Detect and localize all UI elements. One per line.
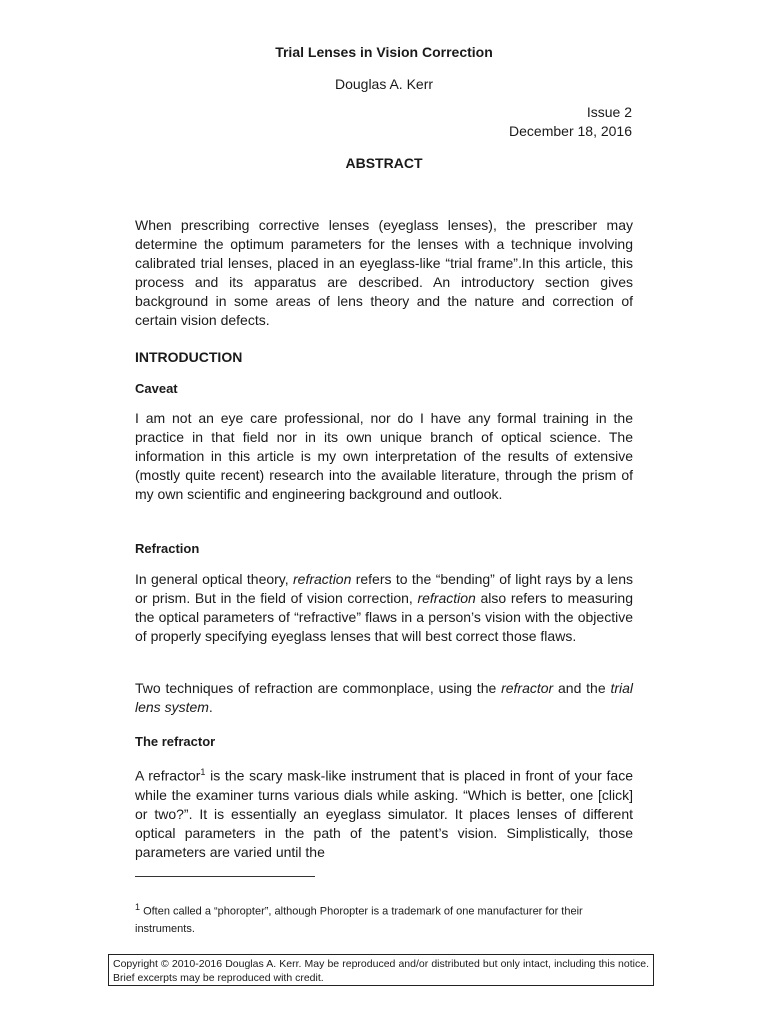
text-run: is the scary mask-like instrument that is placed in front of your face while the examiner turns various dials while asking. “Which is better, one [click] or two?”. It is essentially an eyeglass simulator. It places lenses of different optical parameters in the path of the patent’s vision. Simplistically, those parameters are varied until the xyxy=(135,767,633,860)
issue-date: December 18, 2016 xyxy=(509,123,632,139)
issue-number: Issue 2 xyxy=(586,104,632,120)
refractor-heading: The refractor xyxy=(135,734,216,749)
abstract-heading: ABSTRACT xyxy=(345,155,423,171)
abstract-text: When prescribing corrective lenses (eyeglass lenses), the prescriber may determine the optimum parameters for the lenses with a technique involving calibrated trial lenses, placed in an eyeglass-like “trial frame”.In this article, this process and its apparatus are described. An introductory section gives background in some areas of lens theory and the nature and correction of certain vision defects. xyxy=(135,217,633,328)
refraction-paragraph-1 xyxy=(135,570,633,646)
issue-info xyxy=(509,103,632,141)
text-run: and the xyxy=(553,680,611,696)
author-name: Douglas A. Kerr xyxy=(334,76,434,92)
footnote xyxy=(135,899,633,938)
footnote-text: Often called a “phoropter”, although Phoropter is a trademark of one manufacturer for their instruments. xyxy=(135,905,583,935)
emphasis-refraction: refraction xyxy=(293,571,352,587)
text-run: also refers to measuring the optical parameters of “refractive” flaws in a person’s vision with the objective of properly specifying eyeglass lenses that will best correct those flaws. xyxy=(135,590,633,644)
refractor-paragraph xyxy=(135,763,633,862)
document-title: Trial Lenses in Vision Correction xyxy=(275,44,493,60)
caveat-paragraph: I am not an eye care professional, nor do I have any formal training in the practice in that field nor in its own unique branch of optical science. The information in this article is my own interpretation of the results of extensive (mostly quite recent) research into the available literature, through the prism of my own scientific and engineering background and outlook. xyxy=(135,410,633,502)
introduction-heading: INTRODUCTION xyxy=(135,349,243,365)
emphasis-refractor: refractor xyxy=(501,680,554,696)
text-run: refers to the “bending” of light rays by a lens or prism. But in the field of vision correction, xyxy=(135,571,633,606)
text-run: . xyxy=(208,699,213,715)
copyright-notice: Copyright © 2010-2016 Douglas A. Kerr. May be reproduced and/or distributed but only intact, including this notice. Brief excerpts may be reproduced with credit. xyxy=(108,954,654,986)
text-run: A refractor xyxy=(135,767,201,784)
refraction-heading: Refraction xyxy=(135,541,200,556)
text-run: In general optical theory, xyxy=(135,571,294,587)
emphasis-trial-lens-system: trial lens system xyxy=(135,680,633,715)
footnote-reference[interactable]: 1 xyxy=(200,767,206,777)
text-run: Two techniques of refraction are commonplace, using the xyxy=(135,680,502,696)
caveat-heading: Caveat xyxy=(135,381,178,396)
emphasis-refraction: refraction xyxy=(417,590,476,606)
footnote-marker: 1 xyxy=(135,902,141,912)
footnote-divider xyxy=(135,876,315,877)
refraction-paragraph-2 xyxy=(135,679,633,717)
